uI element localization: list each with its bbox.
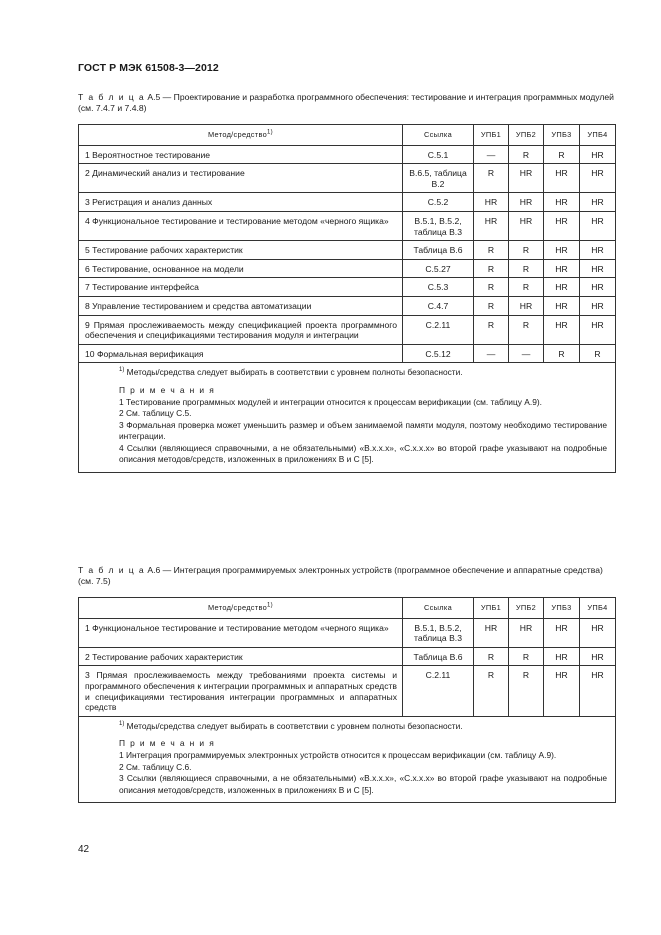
method-cell: 8 Управление тестированием и средства автоматизации: [79, 296, 403, 315]
table-row: [79, 315, 616, 344]
method-cell: 2 Динамический анализ и тестирование: [79, 164, 403, 193]
table-header-row: [79, 125, 616, 146]
sil3-cell: HR: [544, 211, 580, 240]
column-header-s1: УПБ1: [474, 125, 509, 146]
notes-title: П р и м е ч а н и я: [119, 384, 216, 395]
sil1-cell: —: [474, 145, 509, 164]
method-cell: 9 Прямая прослеживаемость между спецификацией проекта программного обеспечения и спецификациями тестирования модуля и интеграции: [79, 315, 403, 344]
method-cell: 3 Прямая прослеживаемость между требованиями проекта системы и программного обеспечения к интеграции программных и аппаратных средств и спецификациями тестирования интеграции программных и аппаратных средств: [79, 666, 403, 716]
sil3-cell: HR: [544, 164, 580, 193]
sil2-cell: HR: [509, 618, 544, 647]
table-row: [79, 647, 616, 666]
column-header-s4: УПБ4: [580, 598, 616, 619]
column-header-ref: Ссылка: [403, 598, 474, 619]
sil1-cell: R: [474, 666, 509, 716]
method-cell: 7 Тестирование интерфейса: [79, 278, 403, 297]
column-header-s1: УПБ1: [474, 598, 509, 619]
ref-cell: С.2.11: [403, 666, 474, 716]
sil3-cell: HR: [544, 315, 580, 344]
sil3-cell: HR: [544, 618, 580, 647]
sil2-cell: HR: [509, 164, 544, 193]
sil4-cell: HR: [580, 241, 616, 260]
table-notes: [79, 363, 616, 473]
footnote: $^{1)}$ Методы/средства следует выбирать в соответствии с уровнем полноты безопасности.: [119, 720, 463, 731]
sil1-cell: R: [474, 241, 509, 260]
sil4-cell: R: [580, 344, 616, 363]
table-row: [79, 164, 616, 193]
method-cell: 1 Функциональное тестирование и тестирование методом «черного ящика»: [79, 618, 403, 647]
sil4-cell: HR: [580, 278, 616, 297]
column-header-ref: Ссылка: [403, 125, 474, 146]
sil2-cell: R: [509, 241, 544, 260]
method-cell: 6 Тестирование, основанное на модели: [79, 259, 403, 278]
ref-cell: С.4.7: [403, 296, 474, 315]
sil4-cell: HR: [580, 666, 616, 716]
sil1-cell: HR: [474, 618, 509, 647]
ref-cell: С.5.2: [403, 193, 474, 212]
column-header-s4: УПБ4: [580, 125, 616, 146]
ref-cell: С.5.12: [403, 344, 474, 363]
column-header-method: Метод/средство$^{1)}$: [79, 598, 403, 619]
sil2-cell: R: [509, 278, 544, 297]
ref-cell: С.2.11: [403, 315, 474, 344]
sil1-cell: R: [474, 164, 509, 193]
ref-cell: В.5.1, В.5.2, таблица В.3: [403, 211, 474, 240]
page-number: 42: [78, 844, 90, 855]
ref-cell: В.6.5, таблица В.2: [403, 164, 474, 193]
table-row: [79, 296, 616, 315]
table-notes: [79, 716, 616, 803]
method-cell: 4 Функциональное тестирование и тестирование методом «черного ящика»: [79, 211, 403, 240]
note-item: 4 Ссылки (являющиеся справочными, а не обязательными) «В.х.х.х», «С.х.х.х» во второй графе указывают на подробные описания методов/средств, изложенных в приложениях В и С [5].: [119, 442, 607, 465]
sil4-cell: HR: [580, 296, 616, 315]
method-cell: 5 Тестирование рабочих характеристик: [79, 241, 403, 260]
sil4-cell: HR: [580, 145, 616, 164]
notes-row: [79, 363, 616, 473]
table-a5: [78, 124, 616, 473]
caption-prefix: Т а б л и ц а: [78, 565, 145, 575]
caption-prefix: Т а б л и ц а: [78, 92, 145, 102]
sil1-cell: —: [474, 344, 509, 363]
sil2-cell: R: [509, 315, 544, 344]
sil1-cell: R: [474, 296, 509, 315]
footnote: $^{1)}$ Методы/средства следует выбирать в соответствии с уровнем полноты безопасности.: [119, 367, 463, 378]
table-caption: [78, 92, 614, 114]
sil1-cell: HR: [474, 211, 509, 240]
sil1-cell: R: [474, 259, 509, 278]
table-a6: [78, 597, 616, 803]
sil2-cell: R: [509, 666, 544, 716]
sil3-cell: R: [544, 344, 580, 363]
column-header-s2: УПБ2: [509, 598, 544, 619]
sil4-cell: HR: [580, 618, 616, 647]
ref-cell: С.5.1: [403, 145, 474, 164]
sil3-cell: HR: [544, 647, 580, 666]
sil4-cell: HR: [580, 164, 616, 193]
ref-cell: Таблица В.6: [403, 241, 474, 260]
table-row: [79, 278, 616, 297]
sil3-cell: R: [544, 145, 580, 164]
sil2-cell: HR: [509, 296, 544, 315]
sil4-cell: HR: [580, 211, 616, 240]
sil3-cell: HR: [544, 296, 580, 315]
caption-text: А.6 — Интеграция программируемых электронных устройств (программное обеспечение и аппаратные средства) (см. 7.5): [78, 565, 603, 586]
note-item: 1 Интеграция программируемых электронных устройств относится к процессам верификации (см. таблицу А.9).: [119, 749, 557, 760]
table-caption: [78, 565, 614, 587]
sil4-cell: HR: [580, 193, 616, 212]
ref-cell: С.5.3: [403, 278, 474, 297]
method-cell: 1 Вероятностное тестирование: [79, 145, 403, 164]
table-row: [79, 344, 616, 363]
table-row: [79, 259, 616, 278]
notes-row: [79, 716, 616, 803]
table-row: [79, 145, 616, 164]
column-header-s2: УПБ2: [509, 125, 544, 146]
sil2-cell: R: [509, 259, 544, 278]
column-header-s3: УПБ3: [544, 598, 580, 619]
sil1-cell: R: [474, 315, 509, 344]
sil3-cell: HR: [544, 241, 580, 260]
ref-cell: В.5.1, В.5.2, таблица В.3: [403, 618, 474, 647]
sil3-cell: HR: [544, 259, 580, 278]
notes-title: П р и м е ч а н и я: [119, 738, 216, 749]
table-header-row: [79, 598, 616, 619]
sil4-cell: HR: [580, 647, 616, 666]
sil2-cell: R: [509, 145, 544, 164]
table-row: [79, 666, 616, 716]
note-item: 3 Ссылки (являющиеся справочными, а не обязательными) «В.х.х.х», «С.х.х.х» во второй графе указывают на подробные описания методов/средств, изложенных в приложениях В и С [5].: [119, 773, 607, 795]
table-row: [79, 618, 616, 647]
sil4-cell: HR: [580, 259, 616, 278]
caption-text: А.5 — Проектирование и разработка программного обеспечения: тестирование и интеграция программных модулей (см. 7.4.7 и 7.4.8): [78, 92, 614, 113]
column-header-s3: УПБ3: [544, 125, 580, 146]
sil4-cell: HR: [580, 315, 616, 344]
method-cell: 2 Тестирование рабочих характеристик: [79, 647, 403, 666]
note-item: 1 Тестирование программных модулей и интеграции относится к процессам верификации (см. таблицу А.9).: [119, 396, 542, 407]
sil1-cell: R: [474, 278, 509, 297]
sil3-cell: HR: [544, 666, 580, 716]
sil2-cell: HR: [509, 211, 544, 240]
note-item: 2 См. таблицу С.6.: [119, 761, 192, 772]
sil3-cell: HR: [544, 278, 580, 297]
ref-cell: С.5.27: [403, 259, 474, 278]
ref-cell: Таблица В.6: [403, 647, 474, 666]
note-item: 3 Формальная проверка может уменьшить размер и объем занимаемой памяти модуля, поэтому необходимо тестирование интеграции.: [119, 419, 607, 442]
table-row: [79, 211, 616, 240]
sil2-cell: R: [509, 647, 544, 666]
sil1-cell: R: [474, 647, 509, 666]
table-row: [79, 193, 616, 212]
note-item: 2 См. таблицу С.5.: [119, 408, 192, 419]
sil3-cell: HR: [544, 193, 580, 212]
method-cell: 10 Формальная верификация: [79, 344, 403, 363]
method-cell: 3 Регистрация и анализ данных: [79, 193, 403, 212]
document-header: ГОСТ Р МЭК 61508-3—2012: [78, 62, 219, 74]
sil2-cell: —: [509, 344, 544, 363]
sil1-cell: HR: [474, 193, 509, 212]
column-header-method: Метод/средство$^{1)}$: [79, 125, 403, 146]
sil2-cell: HR: [509, 193, 544, 212]
table-row: [79, 241, 616, 260]
